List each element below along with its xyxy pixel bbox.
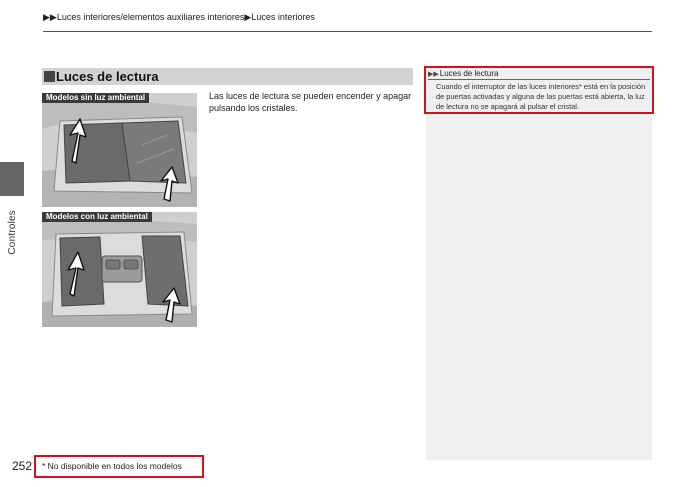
figure-label: Modelos sin luz ambiental [42,93,149,103]
sidebar-note-rule [428,79,650,80]
figure-without-ambient-light [42,93,197,207]
footnote [34,455,204,478]
footnote-text: * No disponible en todos los modelos [42,461,182,471]
double-arrow-icon: ▶▶ [428,71,439,78]
reading-light-illustration-2 [42,212,197,327]
chapter-tab-label: Controles [7,210,18,255]
figure-label: Modelos con luz ambiental [42,212,152,222]
sidebar-note-title-text: Luces de lectura [439,69,499,78]
figure-with-ambient-light [42,212,197,327]
sidebar-note-title [428,69,498,78]
heading-square-icon [44,71,55,82]
breadcrumb: ▶▶Luces interiores/elementos auxiliares interiores▶Luces interiores [43,12,315,22]
sidebar-note-text: Cuando el interruptor de las luces interiores* está en la posición de puertas activadas y alguna de las puertas está abierta, la luz de lectura no se apagará al pulsar el cristal. [436,82,646,111]
sidebar-panel [426,68,652,460]
page-number: 252 [12,459,33,473]
header-rule [43,31,652,32]
sidebar-note [424,66,654,114]
section-title: Luces de lectura [56,69,159,84]
body-paragraph: Las luces de lectura se pueden encender y apagar pulsando los cristales. [209,91,412,113]
reading-light-illustration-1 [42,93,197,207]
chapter-tab [0,162,24,196]
section-heading [42,68,413,85]
